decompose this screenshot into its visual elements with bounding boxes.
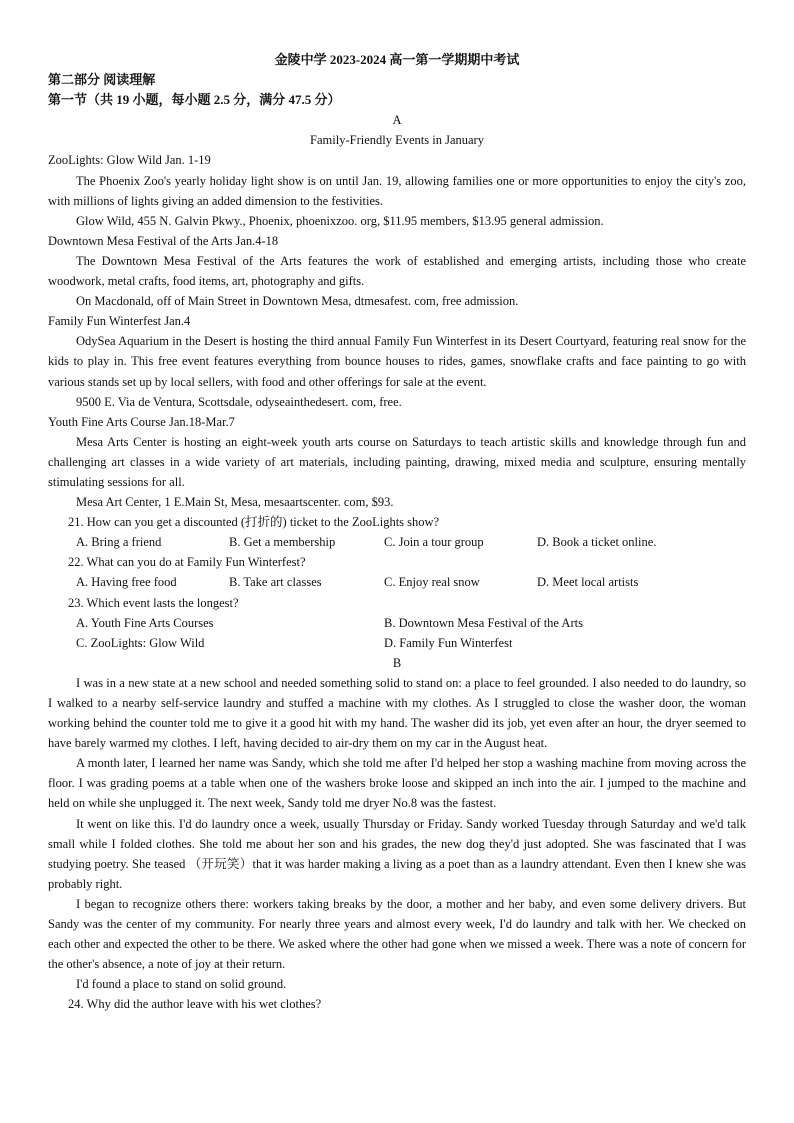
event-info: Glow Wild, 455 N. Galvin Pkwy., Phoenix, phoenixzoo. org, $11.95 members, $13.95 general admission. <box>76 213 604 228</box>
event-heading: Family Fun Winterfest Jan.4 <box>48 314 191 329</box>
event-info: On Macdonald, off of Main Street in Downtown Mesa, dtmesafest. com, free admission. <box>76 294 519 309</box>
event-heading: Youth Fine Arts Course Jan.18-Mar.7 <box>48 414 235 429</box>
event-body: The Phoenix Zoo's yearly holiday light show is on until Jan. 19, allowing families one or more opportunities to enjoy the city's zoo, with millions of lights giving an added dimension to the festivities. <box>48 173 746 208</box>
passage-a-letter: A <box>392 113 402 128</box>
question-stem: 24. Why did the author leave with his wet clothes? <box>68 997 322 1012</box>
answer-option[interactable]: A. Bring a friend <box>76 535 162 550</box>
answer-option[interactable]: A. Youth Fine Arts Courses <box>76 615 214 630</box>
option-row <box>48 633 746 653</box>
question-stem: 22. What can you do at Family Fun Winterfest? <box>68 555 306 570</box>
event-body: OdySea Aquarium in the Desert is hosting the third annual Family Fun Winterfest in its Desert Courtyard, featuring real snow for the kids to play in. This free event features everything from bounce houses to rides, games, snowflake crafts and face painting to go with various stands set up by local sellers, with food and other offerings for sale at the event. <box>48 334 746 389</box>
passage-paragraph: I began to recognize others there: workers taking breaks by the door, a mother and her baby, and even some delivery drivers. But Sandy was the center of my community. For nearly three years and almost every week, I'd do laundry and talk with her. We checked on each other and expected the other to be there. We asked where the other had gone when we missed a week. There was a note of concern for the other's absence, a note of joy at their return. <box>48 896 746 972</box>
answer-option[interactable]: C. Enjoy real snow <box>384 575 480 590</box>
answer-option[interactable]: C. Join a tour group <box>384 535 484 550</box>
passage-paragraph: A month later, I learned her name was Sandy, which she told me after I'd helped her stop a washing machine from moving across the floor. I was grading poems at a table when one of the washers broke loose and skipped an inch into the air. I jumped to the machine and held on while she unplugged it. The next week, Sandy told me dryer No.8 was the fastest. <box>48 756 746 811</box>
option-row <box>48 613 746 633</box>
exam-title: 金陵中学 2023-2024 高一第一学期期中考试 <box>274 52 520 67</box>
option-row <box>48 572 746 592</box>
answer-option[interactable]: B. Downtown Mesa Festival of the Arts <box>384 615 583 630</box>
answer-option[interactable]: B. Take art classes <box>229 575 322 590</box>
answer-option[interactable]: D. Meet local artists <box>537 575 639 590</box>
answer-option[interactable]: A. Having free food <box>76 575 177 590</box>
passage-paragraph: It went on like this. I'd do laundry once a week, usually Thursday or Friday. Sandy worked Tuesday through Saturday and we'd talk small while I folded clothes. She told me about her son and his grades, the new dog they'd just adopted. She was fascinated that I was studying poetry. She teased （开玩笑）that it was harder making a living as a poet than as a laundry attendant. Even then I knew she was probably right. <box>48 816 746 891</box>
question-stem: 23. Which event lasts the longest? <box>68 595 239 610</box>
section-heading: 第一节（共 19 小题，每小题 2.5 分，满分 47.5 分） <box>48 92 341 108</box>
event-info: 9500 E. Via de Ventura, Scottsdale, odyseainthedesert. com, free. <box>76 394 402 409</box>
exam-page <box>48 50 746 1015</box>
event-body: The Downtown Mesa Festival of the Arts features the work of established and emerging artists, including those who create woodwork, metal crafts, food items, art, photography and gifts. <box>48 253 746 289</box>
event-heading: ZooLights: Glow Wild Jan. 1-19 <box>48 153 211 168</box>
question-stem: 21. How can you get a discounted (打折的) ticket to the ZooLights show? <box>68 515 440 530</box>
passage-a-title: Family-Friendly Events in January <box>310 133 484 148</box>
answer-option[interactable]: D. Family Fun Winterfest <box>384 635 513 650</box>
event-body: Mesa Arts Center is hosting an eight-week youth arts course on Saturdays to teach artistic skills and knowledge through fun and challenging art classes in a wide variety of art materials, including painting, drawing, mixed media and sculpture, ensuring mentally stimulating sessions for all. <box>48 434 746 489</box>
passage-b-letter: B <box>392 655 402 670</box>
part-heading: 第二部分 阅读理解 <box>48 72 156 88</box>
passage-paragraph: I was in a new state at a new school and needed something solid to stand on: a place to feel grounded. I also needed to do laundry, so I walked to a nearby self-service laundry and stuffed a machine with my clothes. As I struggled to close the washer door, the woman working behind the counter told me to give it a good hit with my hand. The washer did its job, yet even after an hour, the dryer seemed to have barely warmed my clothes. I left, having decided to air-dry them on my car in the August heat. <box>48 675 746 751</box>
answer-option[interactable]: B. Get a membership <box>229 535 336 550</box>
passage-paragraph: I'd found a place to stand on solid ground. <box>76 977 287 992</box>
answer-option[interactable]: D. Book a ticket online. <box>537 535 657 550</box>
event-info: Mesa Art Center, 1 E.Main St, Mesa, mesaartscenter. com, $93. <box>76 495 394 510</box>
answer-option[interactable]: C. ZooLights: Glow Wild <box>76 635 205 650</box>
option-row <box>48 532 746 552</box>
event-heading: Downtown Mesa Festival of the Arts Jan.4-18 <box>48 233 279 248</box>
